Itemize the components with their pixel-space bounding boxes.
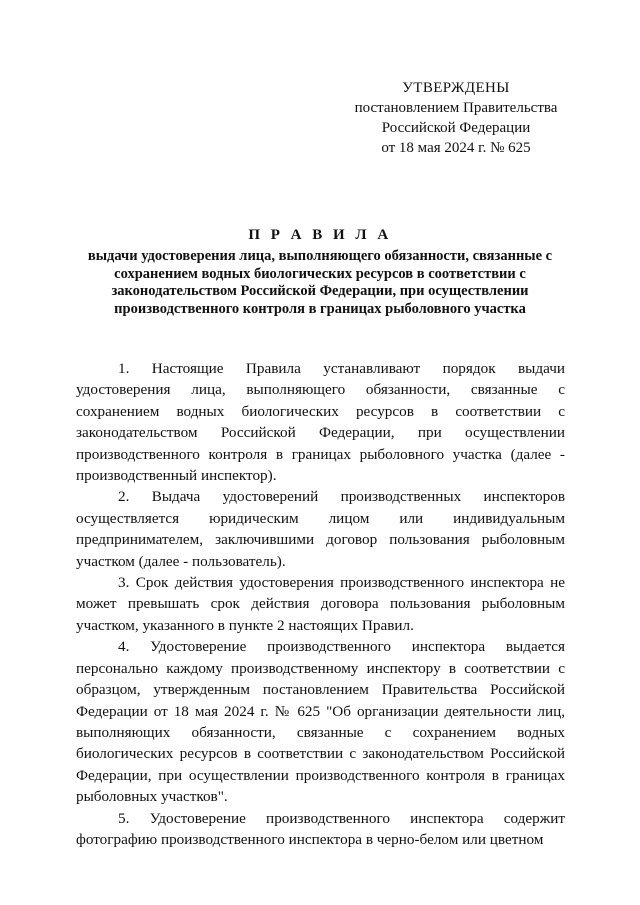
paragraph-4: 4. Удостоверение производственного инспектора выдается персонально каждому производственному инспектору в соответствии с образцом, утвержденным постановлением Правительства Российской Федерации от 18 мая 2024 г. № 625 "Об организации деятельности лиц, выполняющих обязанности, связанные с сохранением водных биологических ресурсов в соответствии с законодательством Российской Федерации, при осуществлении производственного контроля в границах рыболовных участков". [76,638,565,806]
approval-line-3: от 18 мая 2024 г. № 625 [381,140,531,156]
approval-block [340,78,572,158]
approval-line-2: Российской Федерации [381,120,531,136]
document-body [76,358,565,850]
paragraph-1: 1. Настоящие Правила устанавливают порядок выдачи удостоверения лица, выполняющего обязанности, связанные с сохранением водных биологических ресурсов в соответствии с законодательством Российской Федерации, при осуществлении производственного контроля в границах рыболовного участка (далее - производственный инспектор). [76,360,565,485]
approval-title: УТВЕРЖДЕНЫ [402,80,510,96]
document-subtitle: выдачи удостоверения лица, выполняющего обязанности, связанные с сохранением водных биологических ресурсов в соответствии с законодательством Российской Федерации, при осуществлении производственного контроля в границах рыболовного участка [87,248,553,317]
paragraph-5: 5. Удостоверение производственного инспектора содержит фотографию производственного инспектора в черно-белом или цветном [76,809,565,848]
paragraph-2: 2. Выдача удостоверений производственных инспекторов осуществляется юридическим лицом или индивидуальным предпринимателем, заключившими договор пользования рыболовным участком (далее - пользователь). [76,488,565,570]
document-title: П Р А В И Л А [248,227,392,243]
approval-line-1: постановлением Правительства [354,100,558,116]
paragraph-3: 3. Срок действия удостоверения производственного инспектора не может превышать срок действия договора пользования рыболовным участком, указанного в пункте 2 настоящих Правил. [76,574,565,634]
